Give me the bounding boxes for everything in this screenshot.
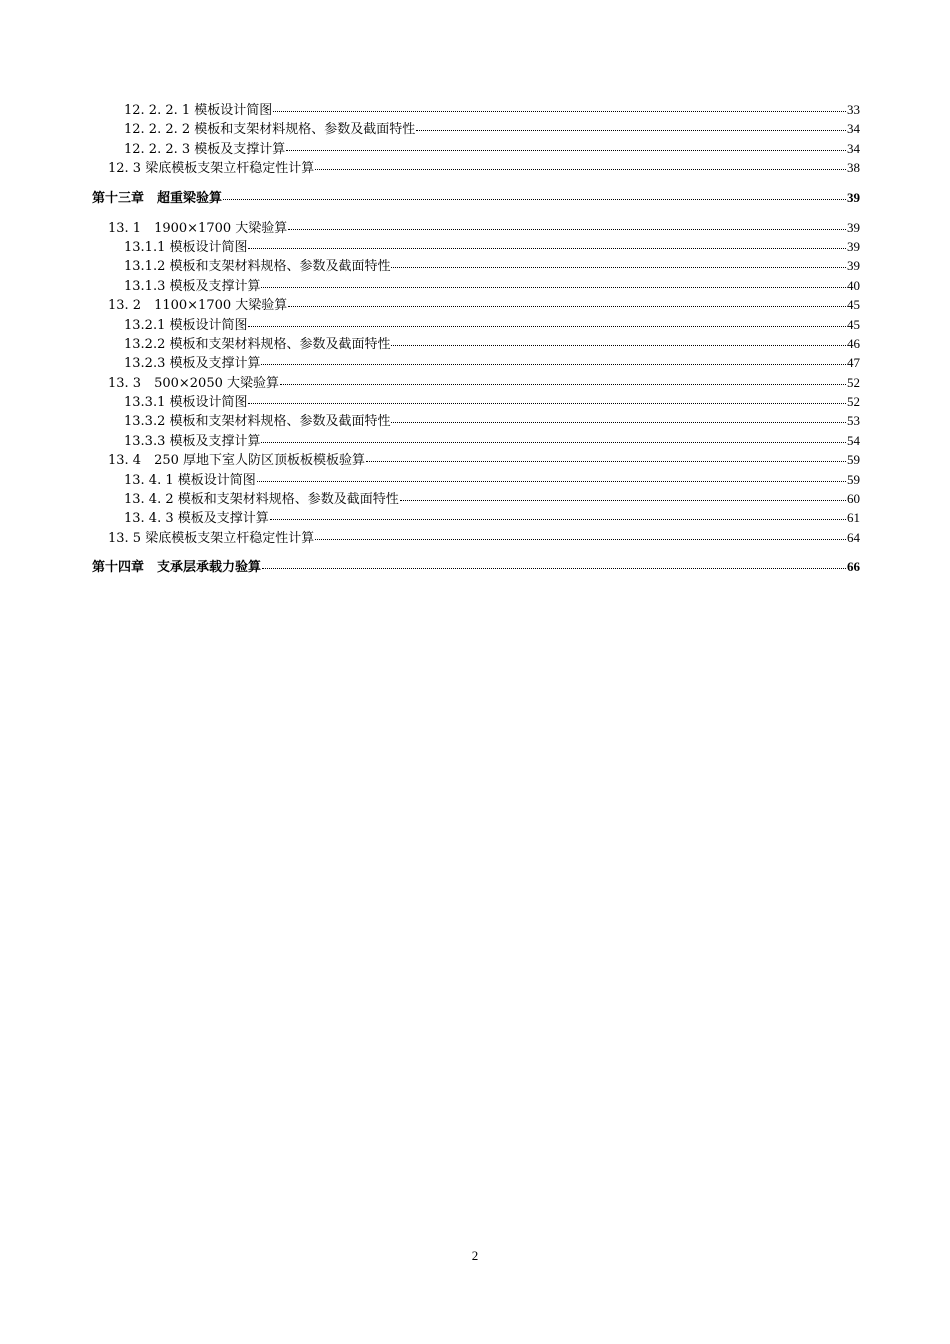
- toc-entry[interactable]: [92, 218, 860, 237]
- dot-leader: [391, 257, 846, 270]
- toc-entry-page: 64: [847, 529, 860, 545]
- toc-entry-page: 45: [847, 316, 860, 332]
- dot-leader: [223, 189, 846, 202]
- toc-entry-label: 13. 4. 1 模板设计简图: [124, 472, 256, 488]
- toc-entry-page: 59: [847, 471, 860, 487]
- toc-entry-page: 52: [847, 374, 860, 390]
- toc-entry-label: 13.3.3 模板及支撑计算: [124, 433, 261, 449]
- toc-entry[interactable]: [92, 431, 860, 450]
- toc-entry-page: 59: [847, 452, 860, 468]
- toc-entry-label: 13. 4. 2 模板和支架材料规格、参数及截面特性: [124, 492, 399, 508]
- toc-entry-label: 13. 4 250 厚地下室人防区顶板板模板验算: [108, 453, 366, 469]
- dot-leader: [315, 159, 846, 172]
- toc-entry-page: 60: [847, 491, 860, 507]
- toc-entry-page: 61: [847, 510, 860, 526]
- toc-entry[interactable]: [92, 353, 860, 372]
- toc-entry-label: 第十四章 支承层承载力验算: [92, 560, 262, 576]
- toc-entry[interactable]: [92, 489, 860, 508]
- toc-entry[interactable]: [92, 256, 860, 275]
- dot-leader: [286, 140, 846, 153]
- dot-leader: [391, 335, 846, 348]
- toc-entry-label: 12. 2. 2. 3 模板及支撑计算: [124, 141, 286, 157]
- toc-entry[interactable]: [92, 119, 860, 138]
- dot-leader: [288, 296, 846, 309]
- toc-entry-page: 38: [847, 160, 860, 176]
- dot-leader: [261, 432, 846, 445]
- toc-entry-page: 52: [847, 394, 860, 410]
- toc-entry-page: 39: [847, 219, 860, 235]
- toc-entry-label: 第十三章 超重梁验算: [92, 190, 223, 206]
- dot-leader: [261, 354, 846, 367]
- toc-entry[interactable]: [92, 334, 860, 353]
- toc-entry[interactable]: [92, 295, 860, 314]
- toc-entry-label: 13. 2 1100×1700 大梁验算: [108, 298, 288, 314]
- toc-entry[interactable]: [92, 528, 860, 547]
- dot-leader: [262, 558, 846, 571]
- toc-entry-page: 46: [847, 335, 860, 351]
- dot-leader: [366, 451, 846, 464]
- toc-entry-label: 13. 3 500×2050 大梁验算: [108, 375, 279, 391]
- dot-leader: [315, 529, 846, 542]
- dot-leader: [270, 509, 846, 522]
- dot-leader: [288, 219, 846, 232]
- dot-leader: [248, 238, 846, 251]
- toc-entry[interactable]: [92, 100, 860, 119]
- toc-entry-label: 13.3.2 模板和支架材料规格、参数及截面特性: [124, 414, 391, 430]
- toc-entry[interactable]: [92, 411, 860, 430]
- dot-leader: [248, 316, 846, 329]
- toc-entry[interactable]: [92, 508, 860, 527]
- dot-leader: [280, 374, 846, 387]
- toc-entry-page: 66: [847, 559, 860, 575]
- toc-entry-page: 34: [847, 121, 860, 137]
- toc-entry-page: 47: [847, 355, 860, 371]
- toc-entry[interactable]: [92, 470, 860, 489]
- toc-entry-label: 13. 1 1900×1700 大梁验算: [108, 220, 288, 236]
- toc-entry-page: 34: [847, 140, 860, 156]
- toc-entry-label: 13.1.3 模板及支撑计算: [124, 278, 261, 294]
- toc-entry-label: 13.2.1 模板设计简图: [124, 317, 248, 333]
- dot-leader: [257, 471, 846, 484]
- toc-chapter-entry[interactable]: [92, 188, 860, 208]
- toc-entry[interactable]: [92, 158, 860, 177]
- toc-entry[interactable]: [92, 450, 860, 469]
- toc-entry[interactable]: [92, 392, 860, 411]
- toc-entry-page: 39: [847, 238, 860, 254]
- toc-entry-page: 45: [847, 297, 860, 313]
- toc-entry-label: 12. 3 梁底模板支架立杆稳定性计算: [108, 161, 315, 177]
- dot-leader: [248, 393, 846, 406]
- toc-entry-label: 13.2.2 模板和支架材料规格、参数及截面特性: [124, 336, 391, 352]
- toc-entry-page: 40: [847, 277, 860, 293]
- toc-entry-page: 54: [847, 432, 860, 448]
- toc-entry-label: 13. 5 梁底模板支架立杆稳定性计算: [108, 530, 315, 546]
- toc-entry-label: 12. 2. 2. 2 模板和支架材料规格、参数及截面特性: [124, 122, 416, 138]
- toc-entry[interactable]: [92, 237, 860, 256]
- dot-leader: [416, 120, 846, 133]
- dot-leader: [400, 490, 846, 503]
- toc-entry-label: 13.3.1 模板设计简图: [124, 395, 248, 411]
- toc-entry[interactable]: [92, 139, 860, 158]
- toc-entry-page: 53: [847, 413, 860, 429]
- toc-entry[interactable]: [92, 373, 860, 392]
- toc-entry-label: 13. 4. 3 模板及支撑计算: [124, 511, 269, 527]
- toc-entry-label: 13.1.1 模板设计简图: [124, 239, 248, 255]
- dot-leader: [273, 101, 846, 114]
- toc-entry-page: 39: [847, 258, 860, 274]
- dot-leader: [391, 412, 846, 425]
- toc-entry-page: 33: [847, 102, 860, 117]
- page-number: 2: [471, 1248, 479, 1263]
- toc-entry-label: 13.1.2 模板和支架材料规格、参数及截面特性: [124, 259, 391, 275]
- toc-entry-label: 13.2.3 模板及支撑计算: [124, 356, 261, 372]
- dot-leader: [261, 277, 846, 290]
- toc-chapter-entry[interactable]: [92, 557, 860, 577]
- table-of-contents: [92, 100, 860, 587]
- toc-entry[interactable]: [92, 276, 860, 295]
- toc-entry[interactable]: [92, 315, 860, 334]
- toc-entry-page: 39: [847, 189, 860, 205]
- toc-entry-label: 12. 2. 2. 1 模板设计简图: [124, 103, 273, 118]
